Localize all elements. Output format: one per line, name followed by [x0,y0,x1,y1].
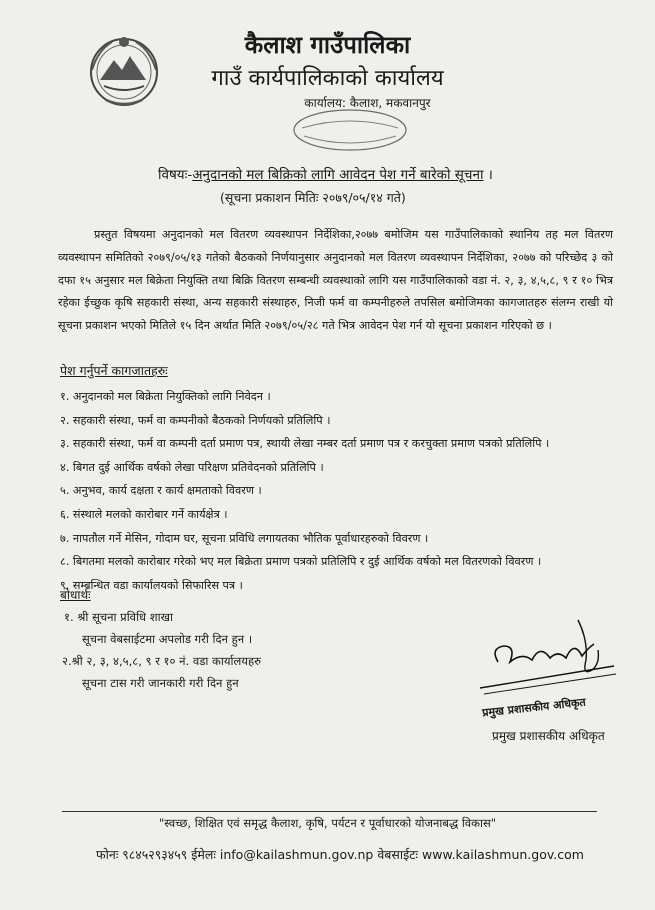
signatory-title: प्रमुख प्रशासकीय अधिकृत [492,729,605,743]
document-item: १. अनुदानको मल बिक्रेता नियुक्तिको लागि निवेदन । [60,390,271,403]
footer-motto: "स्वच्छ, शिक्षित एवं समृद्ध कैलाश, कृषि, पर्यटन र पूर्वाधारको योजनाबद्ध विकास" [158,816,497,830]
document-item: ३. सहकारी संस्था, फर्म वा कम्पनी दर्ता प्रमाण पत्र, स्थायी लेखा नम्बर दर्ता प्रमाण पत्र र करचुक्ता प्रमाण पत्रको प्रतिलिपि । [60,437,550,451]
signature-stamp: प्रमुख प्रशासकीय अधिकृत [481,695,587,720]
footer-contact: फोनः ९८४५२९३४५९ ईमेलः info@kailashmun.gov.np वेबसाईटः www.kailashmun.gov.com [96,847,584,862]
document-item: ४. बिगत दुई आर्थिक वर्षको लेखा परिक्षण प्रतिवेदनको प्रतिलिपि । [60,460,324,474]
subject-suffix: । [487,167,493,183]
documents-title: पेश गर्नुपर्ने कागजातहरुः [60,363,168,378]
document-item: २. सहकारी संस्था, फर्म वा कम्पनीको बैठकको निर्णयको प्रतिलिपि । [60,413,331,427]
document-item: ५. अनुभव, कार्य दक्षता र कार्य क्षमताको विवरण । [60,484,262,498]
cc-title: बोधार्थः [60,588,91,602]
document-item: ९. सम्बन्धित वडा कार्यालयको सिफारिस पत्र । [60,578,243,592]
cc-item-1-line2: सूचना वेबसाईटमा अपलोड गरी दिन हुन । [82,632,253,646]
subject-line [158,165,493,183]
office-address: कार्यालय: कैलाश, मकवानपुर [304,96,431,110]
office-stamp-icon [290,106,410,156]
document-item: ७. नापतौल गर्ने मेसिन, गोदाम घर, सूचना प्रविधि लगायतका भौतिक पूर्वाधारहरुको विवरण । [60,531,429,545]
office-name: गाउँ कार्यपालिकाको कार्यालय [211,66,444,91]
cc-item-2-line2: सूचना टास गरी जानकारी गरी दिन हुन [82,676,239,690]
body-paragraph-text: प्रस्तुत विषयमा अनुदानको मल वितरण व्यवस्थापन निर्देशिका,२०७७ बमोजिम यस गाउँपालिकाको स्थानिय तह मल वितरण व्यवस्थापन समितिको २०७९/०५/१३ गतेको बैठकको निर्णयानुसार अनुदानको मल वितरण व्यवस्थापन निर्देशिका, २०७७ को परिच्छेद ३ को दफा १५ अनुसार मल बिक्रेता नियुक्ति तथा बिक्रि वितरण सम्बन्धी व्यवस्थाको लागि यस गाउँपालिकाको वडा नं. २, ३, ४,५,८, ९ र १० भित्र रहेका ईच्छुक कृषि सहकारी संस्था, अन्य सहकारी संस्थाहरु, निजी फर्म वा कम्पनीहरुले तपसिल बमोजिमका कागजातहरु संलग्न राखी यो सूचना प्रकाशन भएको मितिले १५ दिन अर्थात मिति २०७९/०५/२८ गते भित्र आवेदन पेश गर्न यो सूचना प्रकाशन गरिएको छ । [58,228,613,333]
document-item: ८. बिगतमा मलको कारोबार गरेको भए मल बिक्रेता प्रमाण पत्रको प्रतिलिपि र दुई आर्थिक वर्षको मल वितरणको विवरण । [60,555,542,569]
documents-list [60,385,620,597]
footer-divider [62,811,597,812]
cc-item-1-line1: १. श्री सूचना प्रविधि शाखा [64,610,173,624]
publication-date: (सूचना प्रकाशन मितिः २०७९/०५/१४ गते) [220,190,406,205]
signature-icon [470,600,620,710]
body-paragraph [58,224,613,338]
cc-item-2-line1: २.श्री २, ३, ४,५,८, ९ र १० नं. वडा कार्यालयहरु [62,654,261,668]
municipality-name: कैलाश गाउँपालिका [244,31,411,59]
document-item: ६. संस्थाले मलको कारोबार गर्ने कार्यक्षेत्र । [60,507,228,521]
subject-prefix: विषयः- [158,167,193,183]
subject-text: अनुदानको मल बिक्रिको लागि आवेदन पेश गर्ने बारेको सूचना [192,167,484,183]
